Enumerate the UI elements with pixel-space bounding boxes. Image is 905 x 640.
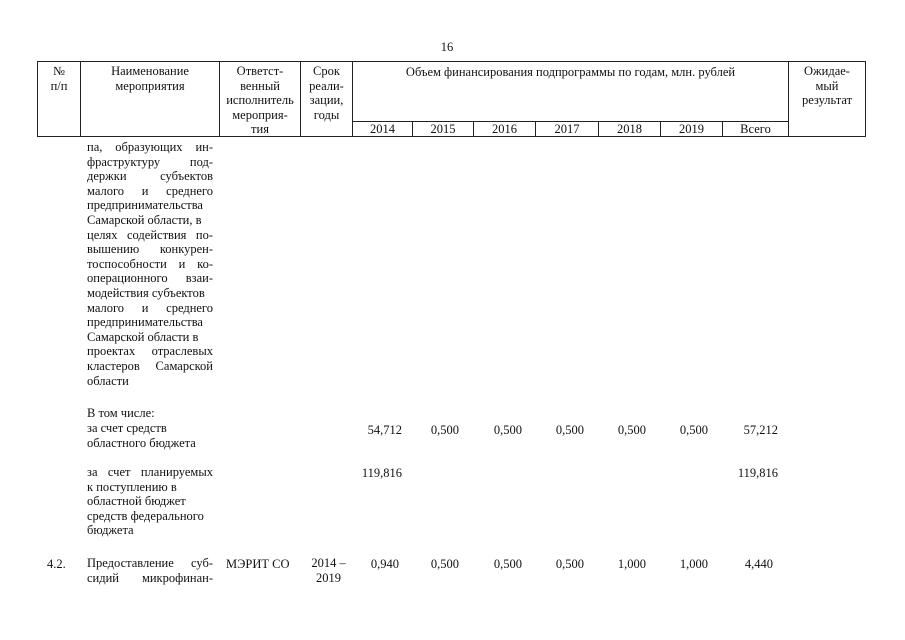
regional-budget-label: за счет средств областного бюджета bbox=[87, 421, 196, 450]
row-4-2-2014: 0,940 bbox=[370, 557, 399, 571]
regional-2018: 0,500 bbox=[617, 423, 646, 437]
including-label: В том числе: bbox=[87, 406, 155, 420]
regional-2019: 0,500 bbox=[679, 423, 708, 437]
regional-total: 57,212 bbox=[743, 423, 778, 437]
year-total: Всего bbox=[740, 122, 771, 136]
header-term: Срок реали- зации, годы bbox=[309, 64, 344, 122]
regional-2017: 0,500 bbox=[555, 423, 584, 437]
header-funding-title: Объем финансирования подпрограммы по годам, млн. рублей bbox=[405, 65, 736, 79]
row-4-2-executor: МЭРИТ СО bbox=[226, 557, 290, 571]
row-4-2-2016: 0,500 bbox=[493, 557, 522, 571]
header-name: Наименование мероприятия bbox=[111, 64, 189, 93]
year-2018: 2018 bbox=[617, 122, 642, 136]
regional-2015: 0,500 bbox=[430, 423, 459, 437]
year-2017: 2017 bbox=[554, 122, 580, 136]
year-2016: 2016 bbox=[492, 122, 517, 136]
header-num: № п/п bbox=[50, 64, 68, 93]
page-number: 16 bbox=[440, 40, 454, 54]
row-4-2-2018: 1,000 bbox=[617, 557, 646, 571]
row-4-2-term: 2014 – 2019 bbox=[311, 556, 346, 585]
row-4-2-2017: 0,500 bbox=[555, 557, 584, 571]
regional-2014: 54,712 bbox=[367, 423, 402, 437]
federal-budget-label: за счет планируемых к поступлению в областной бюджет средств федерального бюджета bbox=[87, 465, 213, 538]
measure-name-continuation: па, образующих ин- фраструктуру под- держки субъектов малого и среднего предпринимательства Самарской области, в целях содействия по- вышению конкурен- тоспособности и ко- операционного взаи- модействия субъектов малого и среднего предпринимательства Самарской области в проектах отраслевых кластеров Самарской области bbox=[87, 140, 213, 388]
row-4-2-total: 4,440 bbox=[744, 557, 773, 571]
year-2014: 2014 bbox=[370, 122, 395, 136]
header-executor: Ответст- венный исполнитель мероприя- тия bbox=[226, 64, 294, 137]
federal-2014: 119,816 bbox=[361, 466, 402, 480]
federal-total: 119,816 bbox=[737, 466, 778, 480]
regional-2016: 0,500 bbox=[493, 423, 522, 437]
row-4-2-2019: 1,000 bbox=[679, 557, 708, 571]
row-4-2-number: 4.2. bbox=[47, 557, 66, 571]
row-4-2-name: Предоставление суб- сидий микрофинан- bbox=[87, 556, 213, 585]
year-2019: 2019 bbox=[679, 122, 704, 136]
header-result: Ожидае- мый результат bbox=[801, 64, 853, 108]
row-4-2-2015: 0,500 bbox=[430, 557, 459, 571]
year-2015: 2015 bbox=[430, 122, 456, 136]
